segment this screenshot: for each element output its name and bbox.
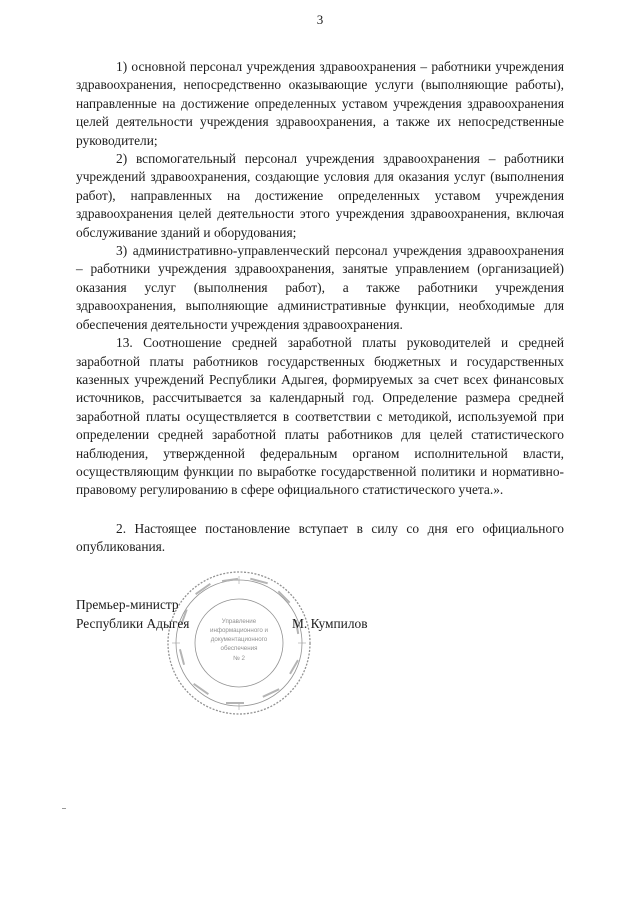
stamp-line-3: документационного: [210, 636, 268, 643]
stamp-line-1: Управление: [221, 618, 257, 625]
paragraph-admin-staff: 3) административно-управленческий персонал учреждения здравоохранения – работники учреждения здравоохранения, занятые управлением (организацией) оказания услуг (выполнения работ), а также работники учреждения здравоохранения, выполняющие административные функции, необходимые для обеспечения деятельности учреждения здравоохранения.: [76, 243, 564, 332]
signatory-title-line-1: Премьер-министр: [76, 597, 179, 612]
paragraph-support-staff: 2) вспомогательный персонал учреждения здравоохранения – работники учреждений здравоохранения, создающие условия для оказания услуг (выполнения работ), направленных на достижение определенных уставом учреждения здравоохранения целей деятельности этого учреждения здравоохранения, включая обслуживание зданий и оборудования;: [76, 151, 564, 240]
paragraph-salary-ratio: 13. Соотношение средней заработной платы руководителей и средней заработной платы работников государственных бюджетных и государственных казенных учреждений Республики Адыгея, формируемых за счет всех финансовых источников, рассчитывается за календарный год. Определение размера средней заработной платы осуществляется в соответствии с методикой, используемой при определении средней заработной платы работников для целей статистического наблюдения, утвержденной федеральным органом исполнительной власти, осуществляющим функции по выработке государственной политики и нормативно-правовому регулированию в сфере официального статистического учета.».: [76, 335, 564, 498]
official-seal-stamp: [164, 568, 314, 718]
signatory-name: М. Кумпилов: [292, 615, 368, 631]
paragraph-main-staff: 1) основной персонал учреждения здравоохранения – работники учреждения здравоохранения, непосредственно оказывающие услуги (выполняющие работы), направленные на достижение определенных уставом учреждения здравоохранения целей деятельности учреждения здравоохранения, а также их непосредственные руководители;: [76, 59, 564, 148]
margin-mark: [62, 808, 66, 809]
paragraph-effective-date: 2. Настоящее постановление вступает в силу со дня его официального опубликования.: [76, 520, 564, 555]
stamp-line-4: обеспечения: [220, 645, 258, 652]
stamp-line-5: № 2: [233, 655, 245, 662]
stamp-line-2: информационного и: [210, 627, 268, 634]
signatory-title: [76, 596, 189, 633]
document-body: [76, 58, 564, 557]
signature-block: [76, 596, 596, 756]
signatory-title-line-2: Республики Адыгея: [76, 615, 190, 631]
page-number: 3: [316, 12, 324, 27]
